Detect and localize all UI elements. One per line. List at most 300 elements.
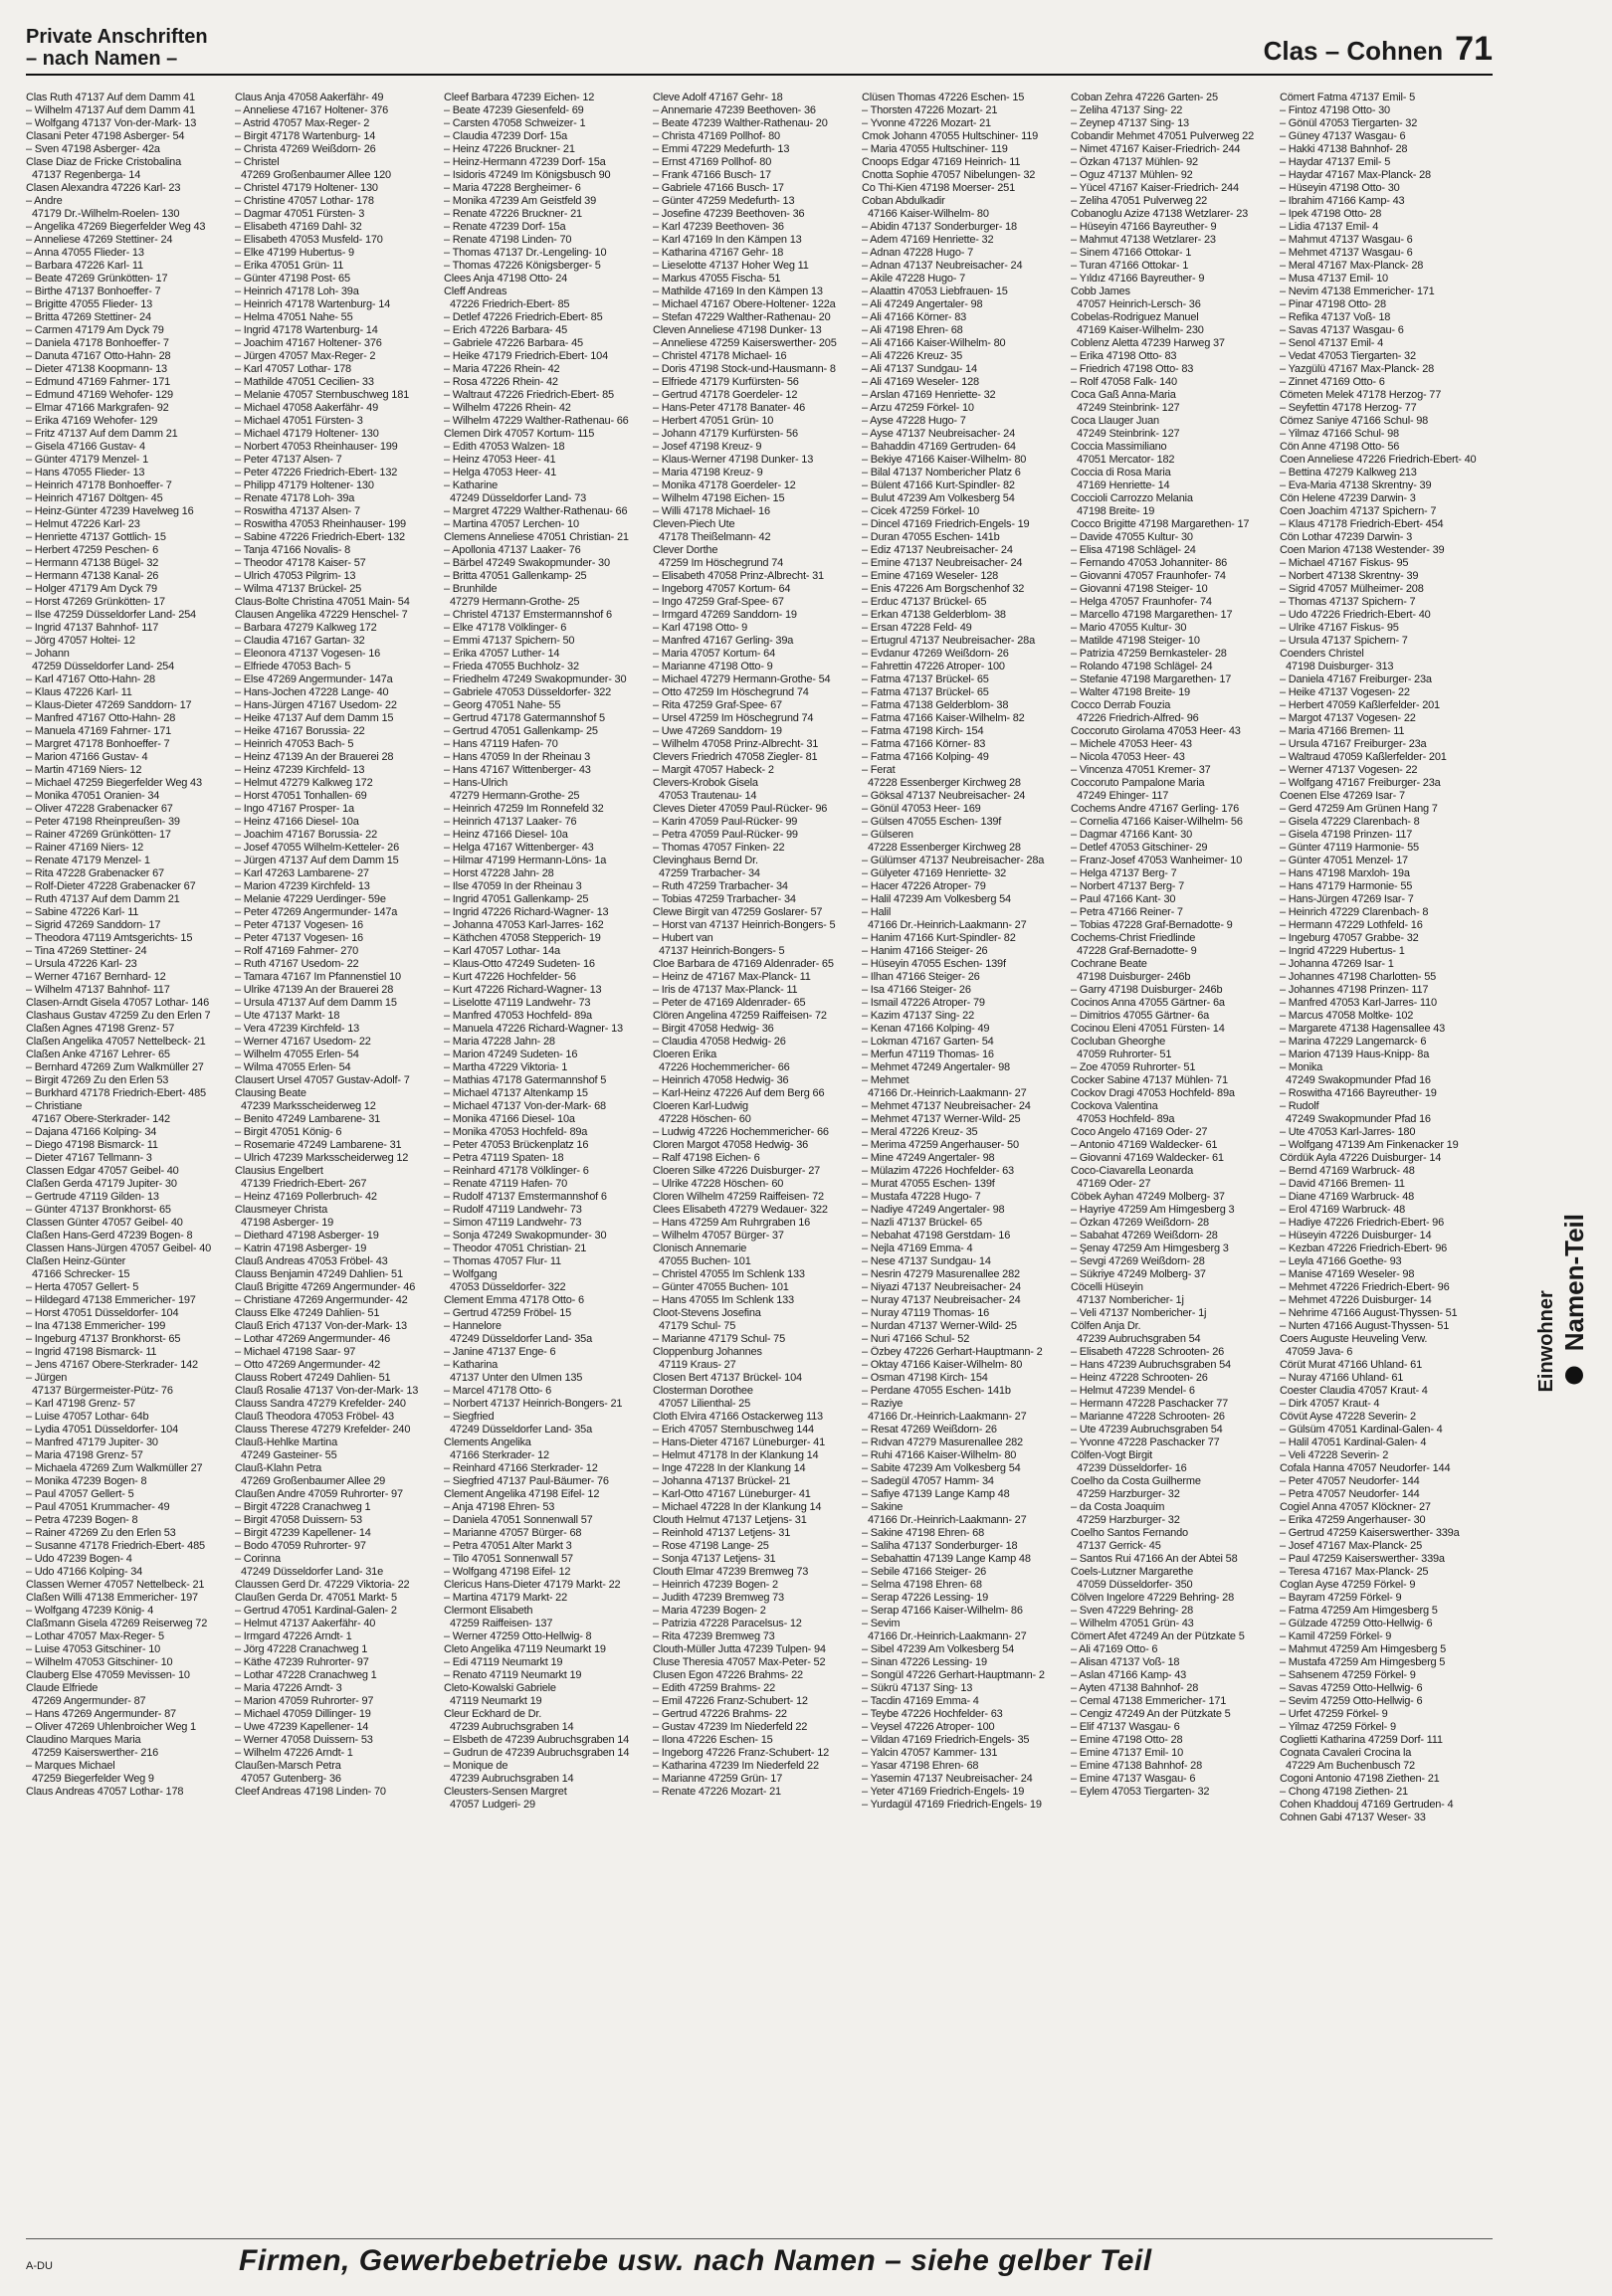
directory-entry: – Elke 47178 Völklinger- 6: [444, 622, 567, 634]
directory-entry: – Ali 47226 Kreuz- 35: [862, 350, 962, 362]
directory-entry: – Meral 47167 Max-Planck- 28: [1280, 260, 1424, 272]
directory-entry: Clausen Angelika 47229 Henschel- 7: [235, 609, 408, 621]
directory-entry: – Monique de: [444, 1760, 508, 1772]
directory-entry: – Christa 47169 Pollhof- 80: [653, 130, 780, 142]
directory-entry: 47119 Neumarkt 19: [450, 1695, 542, 1707]
directory-entry: – Günter 47051 Menzel- 17: [1280, 855, 1408, 866]
directory-entry: Claßen Heinz-Günter: [26, 1255, 126, 1267]
directory-entry: – Ursula 47226 Karl- 23: [26, 958, 137, 970]
directory-entry: – Rose 47198 Lange- 25: [653, 1540, 769, 1552]
directory-entry: Cleto Angelika 47119 Neumarkt 19: [444, 1643, 606, 1655]
directory-entry: Clauss Therese 47279 Krefelder- 240: [235, 1424, 411, 1435]
directory-entry: – Hildegard 47138 Emmericher- 197: [26, 1294, 196, 1306]
directory-entry: Cleur Eckhard de Dr.: [444, 1708, 542, 1720]
name-range: Clas – Cohnen: [1263, 36, 1444, 66]
directory-entry: Coen Anneliese 47226 Friedrich-Ebert- 40: [1280, 454, 1477, 466]
directory-entry: – Dincel 47169 Friedrich-Engels- 19: [862, 518, 1030, 530]
directory-entry: – Klaus 47178 Friedrich-Ebert- 454: [1280, 518, 1444, 530]
side-tab: [1532, 1214, 1588, 1392]
directory-entry: – Ismail 47226 Atroper- 79: [862, 997, 985, 1009]
directory-entry: 47166 Schrecker- 15: [32, 1268, 130, 1280]
directory-entry: – Helmut 47279 Kalkweg 172: [235, 777, 373, 789]
directory-entry: – Ruth 47137 Auf dem Damm 21: [26, 893, 180, 905]
directory-entry: – Mahmut 47137 Wasgau- 6: [1280, 234, 1413, 246]
directory-entry: – Arzu 47259 Förkel- 10: [862, 402, 974, 414]
directory-entry: – Christel 47178 Michael- 16: [653, 350, 787, 362]
directory-entry: – Safiye 47139 Lange Kamp 48: [862, 1488, 1010, 1500]
directory-entry: – Hans 47055 Flieder- 13: [26, 467, 145, 478]
directory-entry: – Werner 47167 Bernhard- 12: [26, 971, 166, 983]
directory-entry: – Carsten 47058 Schweizer- 1: [444, 117, 586, 129]
directory-entry: – Nebahat 47198 Gerstdam- 16: [862, 1230, 1011, 1242]
directory-entry: – Eva-Maria 47138 Skrentny- 39: [1280, 479, 1432, 491]
directory-entry: – Murat 47055 Eschen- 139f: [862, 1178, 995, 1190]
directory-entry: – Teresa 47167 Max-Planck- 25: [1280, 1566, 1429, 1578]
directory-entry: – Mülazim 47226 Hochfelder- 63: [862, 1165, 1014, 1177]
directory-entry: Coban Abdulkadir: [862, 195, 945, 207]
directory-entry: – Hanim 47166 Steiger- 26: [862, 945, 988, 957]
directory-entry: – Claudia 47239 Dorf- 15a: [444, 130, 568, 142]
directory-entry: – Nazli 47137 Brückel- 65: [862, 1217, 982, 1229]
directory-entry: Clausing Beate: [235, 1087, 306, 1099]
directory-entry: – Bettina 47279 Kalkweg 213: [1280, 467, 1417, 478]
directory-entry: – Michael 47059 Dillinger- 19: [235, 1708, 371, 1720]
directory-entry: – Peter 47226 Friedrich-Ebert- 132: [235, 467, 398, 478]
directory-entry: Coglan Ayse 47259 Förkel- 9: [1280, 1579, 1416, 1591]
directory-entry: – Dagmar 47166 Kant- 30: [1071, 829, 1192, 841]
directory-entry: – Hans 47198 Marxloh- 19a: [1280, 867, 1410, 879]
directory-entry: – Turan 47166 Ottokar- 1: [1071, 260, 1189, 272]
directory-entry: – Wilhelm 47137 Bahnhof- 117: [26, 984, 170, 996]
directory-entry: Clericus Hans-Dieter 47179 Markt- 22: [444, 1579, 621, 1591]
directory-entry: 47166 Dr.-Heinrich-Laakmann- 27: [868, 919, 1027, 931]
directory-entry: – Nuray 47119 Thomas- 16: [862, 1307, 990, 1319]
directory-entry: – Theodor 47051 Christian- 21: [444, 1243, 587, 1254]
directory-entry: 47249 Steinbrink- 127: [1077, 428, 1180, 440]
directory-entry: Cömez Saniye 47166 Schul- 98: [1280, 415, 1429, 427]
directory-entry: – Birgit 47269 Zu den Erlen 53: [26, 1074, 169, 1086]
header-rule: [26, 74, 1493, 76]
directory-entry: – Karl 47198 Otto- 9: [653, 622, 748, 634]
directory-entry: – Waltraut 47226 Friedrich-Ebert- 85: [444, 389, 614, 401]
directory-entry: – Peter 47198 Rheinpreußen- 39: [26, 816, 180, 828]
directory-entry: – Hüseyin 47166 Bayreuther- 9: [1071, 221, 1217, 233]
directory-entry: – Hans 47055 Im Schlenk 133: [653, 1294, 794, 1306]
directory-entry: – Vildan 47169 Friedrich-Engels- 35: [862, 1734, 1030, 1746]
directory-entry: – Ingrid 47051 Gallenkamp- 25: [444, 893, 589, 905]
directory-column: [235, 92, 439, 2171]
directory-entry: – Ediz 47137 Neubreisacher- 24: [862, 544, 1013, 556]
directory-entry: Cobelas-Rodriguez Manuel: [1071, 311, 1199, 323]
directory-entry: – Daniela 47051 Sonnenwall 57: [444, 1514, 593, 1526]
directory-entry: – Renate 47119 Hafen- 70: [444, 1178, 568, 1190]
directory-entry: – Christa 47269 Weißdorn- 26: [235, 143, 376, 155]
directory-entry: Coccoruto Pampalone Maria: [1071, 777, 1205, 789]
directory-entry: – Emmi 47229 Medefurth- 13: [653, 143, 790, 155]
directory-entry: Cövüt Ayse 47228 Severin- 2: [1280, 1411, 1416, 1423]
directory-entry: – Sinem 47166 Ottokar- 1: [1071, 247, 1192, 259]
directory-entry: – Günter 47137 Bronkhorst- 65: [26, 1204, 171, 1216]
directory-entry: 47228 Essenberger Kirchweg 28: [868, 777, 1021, 789]
directory-entry: – Diethard 47198 Asberger- 19: [235, 1230, 379, 1242]
directory-entry: Cleusters-Sensen Margret: [444, 1786, 567, 1798]
directory-entry: – Michael 47058 Aakerfähr- 49: [235, 402, 379, 414]
directory-entry: – Ingeborg 47057 Kortum- 64: [653, 583, 791, 595]
directory-entry: – Heinrich 47229 Clarenbach- 8: [1280, 906, 1429, 918]
directory-entry: – Heinrich 47178 Bonhoeffer- 7: [26, 479, 172, 491]
directory-entry: 47239 Aubruchsgraben 14: [450, 1773, 574, 1785]
directory-entry: – Elfriede 47179 Kurfürsten- 56: [653, 376, 799, 388]
directory-entry: – Raziye: [862, 1398, 904, 1410]
directory-entry: – Maria 47055 Hultschiner- 119: [862, 143, 1008, 155]
directory-entry: Claus Andreas 47057 Lothar- 178: [26, 1786, 184, 1798]
directory-entry: – Veli 47228 Severin- 2: [1280, 1449, 1389, 1461]
directory-entry: 47239 Aubruchsgraben 14: [450, 1721, 574, 1733]
directory-entry: Cloeren Karl-Ludwig: [653, 1100, 748, 1112]
directory-entry: – Halil 47051 Kardinal-Galen- 4: [1280, 1436, 1427, 1448]
directory-column: [1280, 92, 1484, 2171]
directory-entry: – Carmen 47179 Am Dyck 79: [26, 324, 164, 336]
directory-entry: – Ingrid 47226 Richard-Wagner- 13: [444, 906, 609, 918]
directory-entry: – Serap 47226 Lessing- 19: [862, 1592, 989, 1604]
directory-entry: – Klaus-Dieter 47269 Sanddorn- 17: [26, 699, 192, 711]
directory-entry: – Hans 47269 Angermunder- 87: [26, 1708, 176, 1720]
directory-entry: – Joachim 47167 Borussia- 22: [235, 829, 377, 841]
directory-entry: – Ipek 47198 Otto- 28: [1280, 208, 1382, 220]
directory-entry: – Martina 47057 Lerchen- 10: [444, 518, 579, 530]
directory-entry: – Heinrich 47137 Laaker- 76: [444, 816, 577, 828]
directory-entry: – Ruth 47259 Trarbacher- 34: [653, 880, 788, 892]
directory-entry: – Edmund 47169 Wehofer- 129: [26, 389, 173, 401]
directory-entry: – Kamil 47259 Förkel- 9: [1280, 1630, 1392, 1642]
directory-entry: – Sahsenem 47259 Förkel- 9: [1280, 1669, 1416, 1681]
directory-entry: – Ruhi 47166 Kaiser-Wilhelm- 80: [862, 1449, 1017, 1461]
directory-entry: – Emine 47137 Emil- 10: [1071, 1747, 1183, 1759]
directory-entry: – Thomas 47057 Flur- 11: [444, 1255, 561, 1267]
directory-entry: – Tina 47269 Stettiner- 24: [26, 945, 147, 957]
directory-entry: – Yasemin 47137 Neubreisacher- 24: [862, 1773, 1033, 1785]
directory-entry: – Werner 47058 Duissern- 53: [235, 1734, 373, 1746]
directory-entry: – Hacer 47226 Atroper- 79: [862, 880, 986, 892]
directory-entry: – Elfriede 47053 Bach- 5: [235, 661, 351, 672]
directory-entry: – Karl 47057 Lothar- 14a: [444, 945, 560, 957]
directory-entry: – Bernd 47169 Warbruck- 48: [1280, 1165, 1415, 1177]
directory-entry: Coco-Ciavarella Leonarda: [1071, 1165, 1193, 1177]
directory-entry: Cömert Fatma 47137 Emil- 5: [1280, 92, 1416, 103]
bullet-icon: [1565, 1366, 1583, 1384]
directory-entry: – Hans-Jürgen 47269 Isar- 7: [1280, 893, 1414, 905]
directory-entry: Cleto-Kowalski Gabriele: [444, 1682, 556, 1694]
directory-entry: – Michael 47051 Fürsten- 3: [235, 415, 363, 427]
directory-entry: – Gudrun de 47239 Aubruchsgraben 14: [444, 1747, 630, 1759]
directory-entry: – Josef 47167 Max-Planck- 25: [1280, 1540, 1422, 1552]
directory-entry: – Yvonne 47228 Paschacker 77: [1071, 1436, 1220, 1448]
directory-entry: – Anneliese 47167 Holtener- 376: [235, 104, 389, 116]
directory-entry: Clausius Engelbert: [235, 1165, 323, 1177]
directory-entry: 47226 Friedrich-Ebert- 85: [450, 298, 570, 310]
directory-entry: – Enis 47226 Am Borgschenhof 32: [862, 583, 1025, 595]
directory-entry: 47053 Düsseldorfer- 322: [450, 1281, 566, 1293]
directory-entry: 47179 Dr.-Wilhelm-Roelen- 130: [32, 208, 180, 220]
directory-entry: – Emmi 47137 Spichern- 50: [444, 635, 575, 647]
directory-entry: – Walter 47198 Breite- 19: [1071, 686, 1190, 698]
directory-entry: – Beate 47269 Grünkötten- 17: [26, 273, 168, 285]
directory-entry: – Ilona 47226 Eschen- 15: [653, 1734, 773, 1746]
directory-entry: – Eleonora 47137 Vogesen- 16: [235, 648, 381, 660]
directory-entry: Clouth Elmar 47239 Bremweg 73: [653, 1566, 809, 1578]
directory-entry: – Johannes 47198 Charlotten- 55: [1280, 971, 1437, 983]
directory-entry: Clauß Brigitte 47269 Angermunder- 46: [235, 1281, 416, 1293]
directory-entry: – Manfred 47179 Jupiter- 30: [26, 1436, 158, 1448]
directory-entry: Cobandir Mehmet 47051 Pulverweg 22: [1071, 130, 1254, 142]
directory-entry: – Sven 47229 Behring- 28: [1071, 1605, 1194, 1617]
directory-entry: – Yücel 47167 Kaiser-Friedrich- 244: [1071, 182, 1239, 194]
directory-entry: – Hubert van: [653, 932, 713, 944]
directory-entry: – Rolf 47058 Falk- 140: [1071, 376, 1177, 388]
footer-code: A-DU: [26, 2260, 53, 2272]
directory-entry: – Renate 47179 Menzel- 1: [26, 855, 150, 866]
directory-entry: – Renate 47198 Linden- 70: [444, 234, 572, 246]
directory-entry: – Dimitrios 47055 Gärtner- 6a: [1071, 1010, 1210, 1022]
directory-entry: 47137 Gerrick- 45: [1077, 1540, 1161, 1552]
directory-entry: – Lydia 47051 Düsseldorfer- 104: [26, 1424, 178, 1435]
directory-entry: Clasen Alexandra 47226 Karl- 23: [26, 182, 181, 194]
directory-entry: – Hüseyin 47226 Duisburger- 14: [1280, 1230, 1432, 1242]
directory-entry: – Gisela 47166 Gustav- 4: [26, 441, 145, 453]
directory-entry: – Hans-Jochen 47228 Lange- 40: [235, 686, 389, 698]
directory-entry: – Elif 47137 Wasgau- 6: [1071, 1721, 1180, 1733]
side-tab-label: Namen-Teil: [1559, 1214, 1589, 1352]
directory-entry: – Michael 47198 Saar- 97: [235, 1346, 356, 1358]
directory-entry: – Nuray 47166 Uhland- 61: [1280, 1372, 1404, 1384]
directory-entry: 47178 Theißelmann- 42: [659, 531, 771, 543]
directory-entry: – Rolf 47169 Fahrner- 270: [235, 945, 359, 957]
directory-entry: Claußen-Marsch Petra: [235, 1760, 341, 1772]
directory-entry: – Michael 47179 Holtener- 130: [235, 428, 379, 440]
directory-entry: – Manuela 47169 Fahrner- 171: [26, 725, 172, 737]
directory-entry: Cloth Elvira 47166 Ostackerweg 113: [653, 1411, 823, 1423]
directory-entry: – Birgit 47051 König- 6: [235, 1126, 342, 1138]
directory-entry: – Rudolf 47119 Landwehr- 73: [444, 1204, 582, 1216]
directory-entry: – Mine 47249 Angertaler- 98: [862, 1152, 995, 1164]
directory-entry: – Kenan 47166 Kolping- 49: [862, 1023, 990, 1035]
directory-entry: – Kurt 47226 Hochfelder- 56: [444, 971, 576, 983]
directory-entry: – Sigrid 47057 Mülheimer- 208: [1280, 583, 1424, 595]
directory-entry: Clasani Peter 47198 Asberger- 54: [26, 130, 185, 142]
directory-entry: Claßmann Gisela 47269 Reiserweg 72: [26, 1618, 208, 1629]
directory-entry: Clase Diaz de Fricke Cristobalina: [26, 156, 182, 168]
directory-entry: – Hans-Jürgen 47167 Usedom- 22: [235, 699, 397, 711]
directory-entry: – Ute 47053 Karl-Jarres- 180: [1280, 1126, 1416, 1138]
directory-entry: – Margot 47137 Vogesen- 22: [1280, 712, 1416, 724]
directory-entry: – Heike 47179 Friedrich-Ebert- 104: [444, 350, 609, 362]
directory-entry: – Heinz 47228 Schrooten- 26: [1071, 1372, 1208, 1384]
directory-entry: – Anna 47055 Flieder- 13: [26, 247, 144, 259]
directory-entry: Closterman Dorothee: [653, 1385, 753, 1397]
directory-entry: – Wolfgang 47198 Eifel- 12: [444, 1566, 571, 1578]
directory-entry: – Santos Rui 47166 An der Abtei 58: [1071, 1553, 1238, 1565]
directory-entry: – Heinz 47169 Pollerbruch- 42: [235, 1191, 377, 1203]
directory-entry: – Ulrich 47239 Marksscheiderweg 12: [235, 1152, 409, 1164]
directory-entry: – Jürgen 47057 Max-Reger- 2: [235, 350, 376, 362]
directory-entry: – Sonja 47249 Swakopmunder- 30: [444, 1230, 607, 1242]
directory-entry: Cohnen Gabi 47137 Weser- 33: [1280, 1812, 1426, 1823]
directory-entry: – Sinan 47226 Lessing- 19: [862, 1656, 987, 1668]
directory-entry: Coccia di Rosa Maria: [1071, 467, 1171, 478]
directory-entry: – Martin 47169 Niers- 12: [26, 764, 142, 776]
directory-entry: – Nurten 47166 August-Thyssen- 51: [1280, 1320, 1450, 1332]
directory-entry: Coca Llauger Juan: [1071, 415, 1159, 427]
directory-entry: Cohen Khaddouj 47169 Gertruden- 4: [1280, 1799, 1454, 1811]
directory-entry: – Dirk 47057 Kraut- 4: [1280, 1398, 1380, 1410]
directory-entry: 47239 Düsseldorfer- 16: [1077, 1462, 1187, 1474]
directory-entry: 47051 Mercator- 182: [1077, 454, 1175, 466]
directory-entry: Claußen Gerda Dr. 47051 Markt- 5: [235, 1592, 397, 1604]
directory-entry: – Maria 47228 Jahn- 28: [444, 1036, 555, 1048]
directory-entry: – Elisabeth 47228 Schrooten- 26: [1071, 1346, 1225, 1358]
directory-entry: – Christiane: [26, 1100, 83, 1112]
directory-entry: – Nejla 47169 Emma- 4: [862, 1243, 973, 1254]
directory-entry: Coester Claudia 47057 Kraut- 4: [1280, 1385, 1428, 1397]
directory-entry: – Heinz 47166 Diesel- 10a: [444, 829, 568, 841]
directory-entry: – Özkan 47269 Weißdorn- 28: [1071, 1217, 1209, 1229]
directory-entry: – Uwe 47239 Kapellener- 14: [235, 1721, 369, 1733]
directory-entry: – Frieda 47055 Buchholz- 32: [444, 661, 579, 672]
directory-entry: – Rosa 47226 Rhein- 42: [444, 376, 558, 388]
directory-entry: Clouth-Müller Jutta 47239 Tulpen- 94: [653, 1643, 826, 1655]
directory-entry: – Diego 47198 Bismarck- 11: [26, 1139, 158, 1151]
directory-entry: – Lidia 47137 Emil- 4: [1280, 221, 1379, 233]
directory-entry: Clauss Sandra 47279 Krefelder- 240: [235, 1398, 406, 1410]
directory-entry: – Savas 47259 Otto-Hellwig- 6: [1280, 1682, 1423, 1694]
directory-entry: – Corinna: [235, 1553, 281, 1565]
directory-entry: – Karl 47198 Grenz- 57: [26, 1398, 135, 1410]
directory-entry: – Manuela 47226 Richard-Wagner- 13: [444, 1023, 623, 1035]
directory-entry: – Heinrich 47178 Loh- 39a: [235, 286, 359, 297]
directory-entry: – Seyfettin 47178 Herzog- 77: [1280, 402, 1417, 414]
directory-entry: – Erduc 47137 Brückel- 65: [862, 596, 987, 608]
directory-entry: – Oliver 47269 Uhlenbroicher Weg 1: [26, 1721, 196, 1733]
directory-entry: Classen Werner 47057 Nettelbeck- 21: [26, 1579, 205, 1591]
directory-entry: – Ayse 47228 Hugo- 7: [862, 415, 966, 427]
directory-entry: – Giovanni 47198 Steiger- 10: [1071, 583, 1208, 595]
directory-entry: – Horst 47269 Grünkötten- 17: [26, 596, 165, 608]
directory-entry: – Burkhard 47178 Friedrich-Ebert- 485: [26, 1087, 206, 1099]
directory-entry: – Ute 47137 Markt- 18: [235, 1010, 340, 1022]
directory-entry: – Joachim 47167 Holtener- 376: [235, 337, 382, 349]
directory-entry: – Heinz 47053 Heer- 41: [444, 454, 556, 466]
directory-entry: – Birgit 47058 Hedwig- 36: [653, 1023, 774, 1035]
directory-entry: – Marianne 47259 Grün- 17: [653, 1773, 783, 1785]
directory-entry: – Fintoz 47198 Otto- 30: [1280, 104, 1390, 116]
directory-entry: – Diane 47169 Warbruck- 48: [1280, 1191, 1415, 1203]
directory-entry: – Akile 47228 Hugo- 7: [862, 273, 966, 285]
directory-entry: – Jürgen 47137 Auf dem Damm 15: [235, 855, 399, 866]
directory-entry: – Dieter 47138 Koopmann- 13: [26, 363, 167, 375]
directory-entry: – Marion 47139 Haus-Knipp- 8a: [1280, 1049, 1430, 1060]
directory-entry: – Sigrid 47269 Sanddorn- 17: [26, 919, 161, 931]
directory-entry: Clauss Robert 47249 Dahlien- 51: [235, 1372, 391, 1384]
directory-entry: – Ayse 47137 Neubreisacher- 24: [862, 428, 1016, 440]
directory-entry: – Edmund 47169 Fahrner- 171: [26, 376, 171, 388]
directory-entry: Cognata Cavaleri Crocina la: [1280, 1747, 1412, 1759]
directory-entry: Cöcelli Hüseyin: [1071, 1281, 1143, 1293]
directory-entry: Cloe Barbara de 47169 Aldenrader- 65: [653, 958, 834, 970]
directory-entry: – Christel 47055 Im Schlenk 133: [653, 1268, 805, 1280]
directory-entry: – Wolfgang: [444, 1268, 498, 1280]
directory-entry: – Patrizia 47228 Paracelsus- 12: [653, 1618, 802, 1629]
directory-entry: 47057 Lilienthal- 25: [659, 1398, 751, 1410]
directory-entry: – Karl-Heinz 47226 Auf dem Berg 66: [653, 1087, 825, 1099]
directory-entry: – Heike 47137 Auf dem Damm 15: [235, 712, 394, 724]
directory-entry: – Sebile 47166 Steiger- 26: [862, 1566, 987, 1578]
directory-entry: – Margret 47178 Bonhoeffer- 7: [26, 738, 170, 750]
directory-entry: – Mario 47055 Kultur- 30: [1071, 622, 1187, 634]
directory-entry: – Teybe 47226 Hochfelder- 63: [862, 1708, 1003, 1720]
directory-entry: – Käthe 47239 Ruhrorter- 97: [235, 1656, 369, 1668]
directory-entry: – Karl 47263 Lambarene- 27: [235, 867, 369, 879]
directory-entry: – Edith 47259 Brahms- 22: [653, 1682, 775, 1694]
directory-entry: – Theodor 47178 Kaiser- 57: [235, 557, 366, 569]
directory-entry: 47057 Ludgeri- 29: [450, 1799, 535, 1811]
directory-entry: – Yalcin 47057 Kammer- 131: [862, 1747, 998, 1759]
directory-entry: – Michael 47137 Von-der-Mark- 68: [444, 1100, 606, 1112]
directory-entry: – Fritz 47137 Auf dem Damm 21: [26, 428, 178, 440]
directory-entry: – Daniela 47167 Freiburger- 23a: [1280, 673, 1432, 685]
directory-entry: – Birgit 47058 Duissern- 53: [235, 1514, 362, 1526]
directory-entry: 47057 Gutenberg- 36: [241, 1773, 341, 1785]
footer-note: Firmen, Gewerbebetriebe usw. nach Namen – siehe gelber Teil: [239, 2244, 1152, 2277]
directory-entry: 47249 Düsseldorfer Land- 73: [450, 492, 587, 504]
directory-entry: Cloppenburg Johannes: [653, 1346, 762, 1358]
directory-entry: Clören Angelina 47259 Raiffeisen- 72: [653, 1010, 827, 1022]
directory-entry: – Else 47269 Angermunder- 147a: [235, 673, 393, 685]
directory-entry: – Norbert 47053 Rheinhauser- 199: [235, 441, 398, 453]
directory-entry: – Karl 47169 In den Kämpen 13: [653, 234, 802, 246]
directory-entry: – Tamara 47167 Im Pfannenstiel 10: [235, 971, 401, 983]
directory-entry: – Alaattin 47053 Liebfrauen- 15: [862, 286, 1008, 297]
directory-entry: – Jörg 47228 Cranachweg 1: [235, 1643, 368, 1655]
directory-entry: – Hakki 47138 Bahnhof- 28: [1280, 143, 1408, 155]
directory-entry: – Bulut 47239 Am Volkesberg 54: [862, 492, 1015, 504]
directory-entry: – Ludwig 47226 Hochemmericher- 66: [653, 1126, 829, 1138]
directory-entry: – Ali 47249 Angertaler- 98: [862, 298, 983, 310]
directory-entry: Coccoruto Girolama 47053 Heer- 43: [1071, 725, 1241, 737]
directory-entry: – Fatma 47259 Am Himgesberg 5: [1280, 1605, 1438, 1617]
directory-entry: – Fatma 47137 Brückel- 65: [862, 686, 989, 698]
directory-entry: – Karl 47057 Lothar- 178: [235, 363, 351, 375]
directory-entry: – Hans 47259 Am Ruhrgraben 16: [653, 1217, 811, 1229]
directory-entry: – Monika: [1280, 1061, 1323, 1073]
directory-entry: – Doris 47198 Stock-und-Hausmann- 8: [653, 363, 836, 375]
directory-entry: – Ali 47198 Ehren- 68: [862, 324, 963, 336]
directory-entry: – Yıldız 47166 Bayreuther- 9: [1071, 273, 1205, 285]
directory-entry: Coglietti Katharina 47259 Dorf- 111: [1280, 1734, 1443, 1746]
directory-entry: – Pinar 47198 Otto- 28: [1280, 298, 1386, 310]
directory-entry: – Wilma 47055 Erlen- 54: [235, 1061, 351, 1073]
directory-entry: – Chong 47198 Ziethen- 21: [1280, 1786, 1408, 1798]
directory-entry: – Mehmet 47137 Neubreisacher- 24: [862, 1100, 1031, 1112]
directory-entry: – Johannes 47198 Prinzen- 117: [1280, 984, 1429, 996]
directory-entry: Claßen Angelika 47057 Nettelbeck- 21: [26, 1036, 206, 1048]
directory-entry: – Sadegül 47057 Hamm- 34: [862, 1475, 994, 1487]
directory-entry: Coenders Christel: [1280, 648, 1364, 660]
directory-entry: – Bodo 47059 Ruhrorter- 97: [235, 1540, 366, 1552]
directory-entry: – Dagmar 47051 Fürsten- 3: [235, 208, 365, 220]
directory-entry: – Gertrud 47051 Kardinal-Galen- 2: [235, 1605, 397, 1617]
directory-entry: – Mahmut 47138 Wetzlarer- 23: [1071, 234, 1216, 246]
section-subtitle: – nach Namen –: [26, 48, 178, 70]
